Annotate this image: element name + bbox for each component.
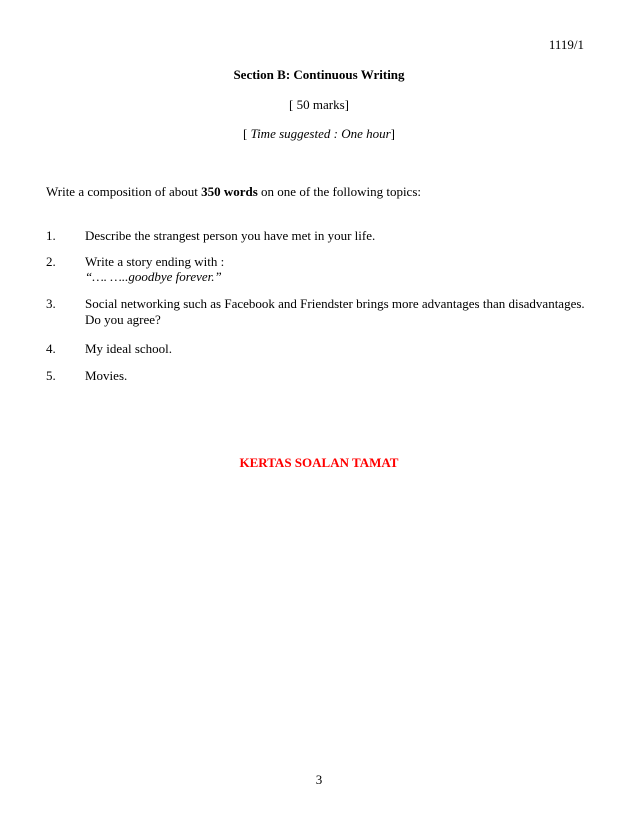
page-number: 3 [315,772,323,787]
end-of-paper-label: KERTAS SOALAN TAMAT [239,455,399,470]
question-text: My ideal school. [85,341,173,356]
question-subtext: “…. …..goodbye forever.” [85,269,222,284]
marks-label: [ 50 marks] [289,97,349,112]
section-title: Section B: Continuous Writing [233,67,405,82]
paper-code: 1119/1 [548,37,584,52]
question-text: Write a story ending with : [85,254,225,269]
time-open: [ [242,126,251,141]
time-italic: Time suggested : One hour [250,126,391,141]
question-number: 3. [46,296,56,311]
question-text: Describe the strangest person you have met in your life. [85,228,376,243]
question-text: Social networking such as Facebook and Friendster brings more advantages than disadvantages. Do you agree? [85,296,585,327]
question-number: 5. [46,368,56,383]
question-number: 1. [46,228,56,243]
time-close: ] [390,126,396,141]
instruction-post: on one of the following topics: [257,184,421,199]
instruction [46,184,421,200]
instruction-pre: Write a composition of about [46,184,202,199]
time-suggested [0,126,638,142]
question-number: 2. [46,254,56,269]
instruction-bold: 350 words [201,184,258,199]
question-text: Movies. [85,368,128,383]
question-number: 4. [46,341,56,356]
